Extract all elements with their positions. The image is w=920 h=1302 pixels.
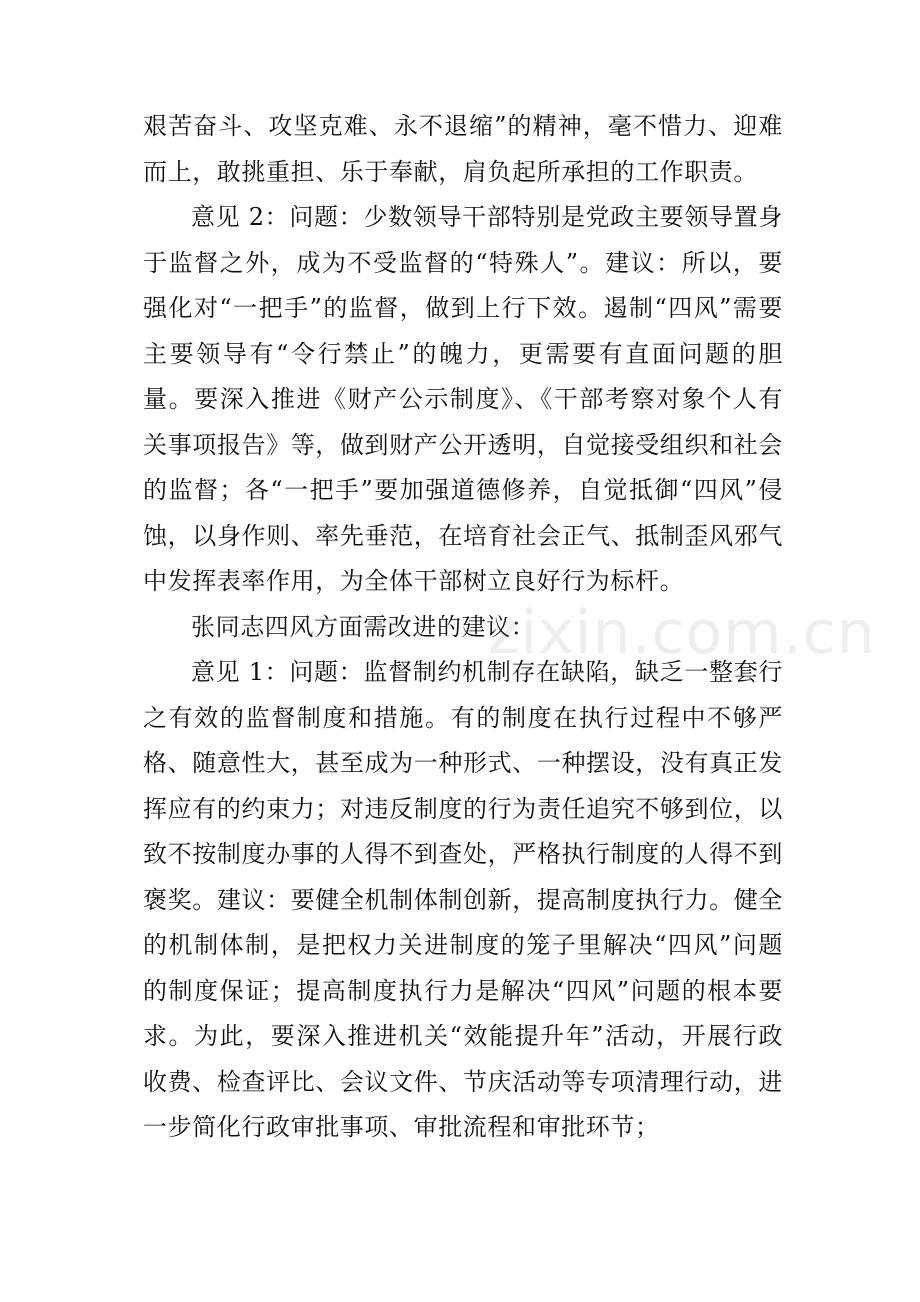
watermark: zixin.com.cn [488,598,876,668]
document-body [143,104,783,1151]
paragraph-opinion-2: 意见 2：问题：少数领导干部特别是党政主要领导置身于监督之外，成为不受监督的“特殊人”。建议：所以，要强化对“一把手”的监督，做到上行下效。遏制“四风”需要主要领导有“令行禁止”的魄力，更需要有直面问题的胆量。要深入推进《财产公示制度》、《干部考察对象个人有关事项报告》等，做到财产公开透明，自觉接受组织和社会的监督；各“一把手”要加强道德修养，自觉抵御“四风”侵蚀，以身作则、率先垂范，在培育社会正气、抵制歪风邪气中发挥表率作用，为全体干部树立良好行为标杆。 [143,203,783,595]
paragraph-heading-zhang: 张同志四风方面需改进的建议： [191,612,536,641]
paragraph-opinion-1: 意见 1：问题：监督制约机制存在缺陷，缺乏一整套行之有效的监督制度和措施。有的制度在执行过程中不够严格、随意性大，甚至成为一种形式、一种摆设，没有真正发挥应有的约束力；对违反制度的行为责任追究不够到位，以致不按制度办事的人得不到查处，严格执行制度的人得不到褒奖。建议：要健全机制体制创新，提高制度执行力。健全的机制体制，是把权力关进制度的笼子里解决“四风”问题的制度保证；提高制度执行力是解决“四风”问题的根本要求。为此，要深入推进机关“效能提升年”活动，开展行政收费、检查评比、会议文件、节庆活动等专项清理行动，进一步简化行政审批事项、审批流程和审批环节； [143,658,783,1141]
paragraph-continuation: 艰苦奋斗、攻坚克难、永不退缩”的精神，毫不惜力、迎难而上，敢挑重担、乐于奉献，肩负起所承担的工作职责。 [143,112,783,186]
